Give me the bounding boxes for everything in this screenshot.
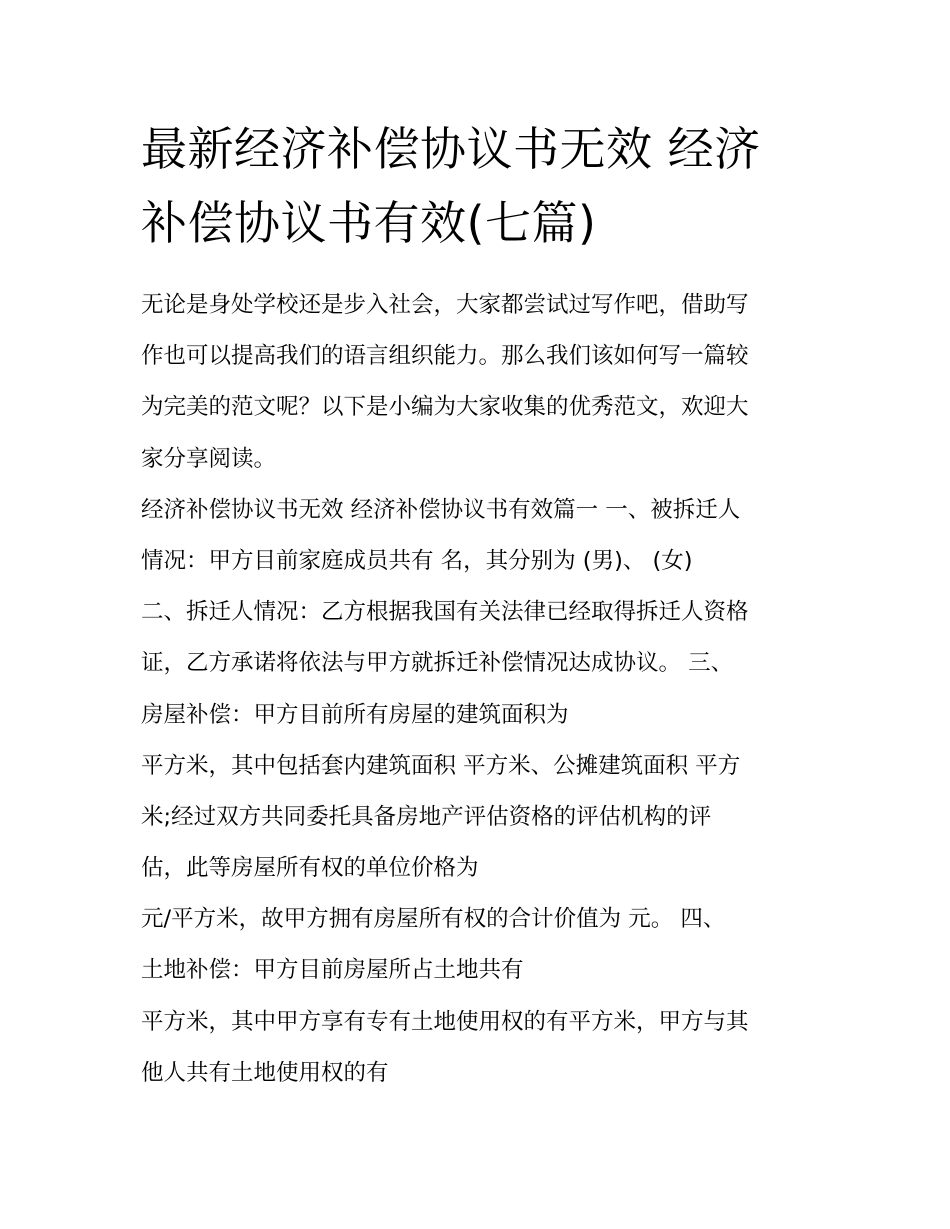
body-line: 为完美的范文呢？以下是小编为大家收集的优秀范文，欢迎大	[141, 394, 749, 421]
body-line: 土地补偿：甲方目前房屋所占土地共有	[141, 957, 524, 984]
body-line: 平方米，其中甲方享有专有土地使用权的有平方米，甲方与其	[141, 1008, 749, 1035]
body-line: 二、拆迁人情况：乙方根据我国有关法律已经取得拆迁人资格	[141, 599, 749, 626]
body-line: 元/平方米，故甲方拥有房屋所有权的合计价值为 元。 四、	[141, 906, 726, 933]
body-line: 他人共有土地使用权的有	[141, 1059, 389, 1086]
body-line: 平方米，其中包括套内建筑面积 平方米、公摊建筑面积 平方	[141, 752, 741, 779]
body-line: 无论是身处学校还是步入社会，大家都尝试过写作吧，借助写	[141, 292, 749, 318]
body-line: 作也可以提高我们的语言组织能力。那么我们该如何写一篇较	[141, 343, 749, 370]
document-title	[141, 112, 821, 260]
body-line: 估，此等房屋所有权的单位价格为	[141, 855, 479, 882]
body-line: 家分享阅读。	[141, 445, 277, 472]
document-body	[141, 280, 821, 1099]
body-line: 情况：甲方目前家庭成员共有 名，其分别为 (男)、 (女)	[141, 547, 693, 574]
body-line: 证，乙方承诺将依法与甲方就拆迁补偿情况达成协议。 三、	[141, 650, 734, 677]
body-line: 经济补偿协议书无效 经济补偿协议书有效篇一 一、被拆迁人	[141, 496, 741, 523]
body-line: 房屋补偿：甲方目前所有房屋的建筑面积为	[141, 701, 569, 728]
body-line: 米;经过双方共同委托具备房地产评估资格的评估机构的评	[141, 803, 712, 830]
title-line: 最新经济补偿协议书无效 经济	[141, 122, 761, 176]
title-line: 补偿协议书有效(七篇)	[141, 196, 597, 250]
